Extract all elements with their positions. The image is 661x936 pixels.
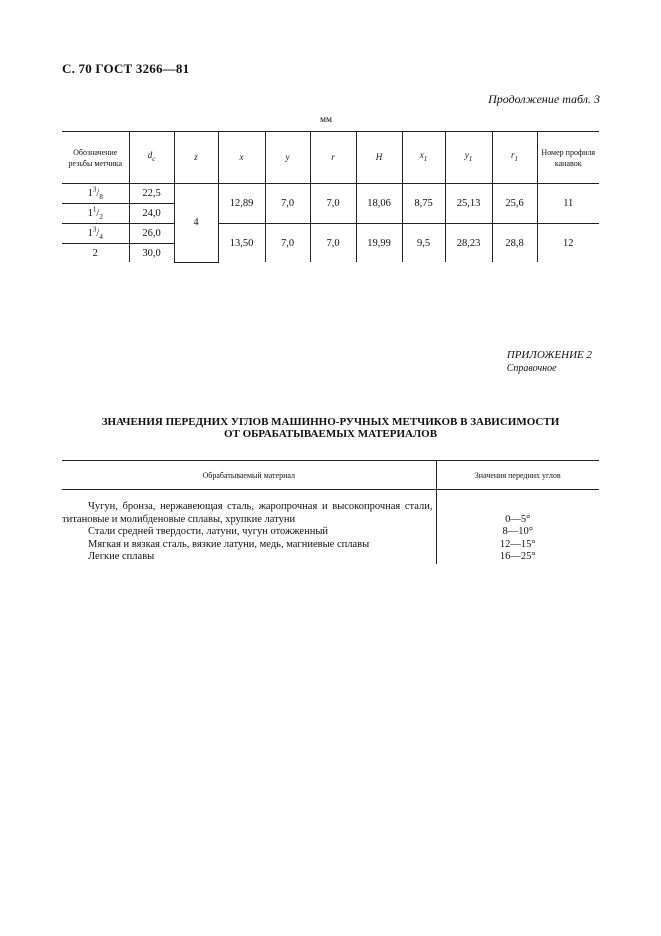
cell-material: Легкие сплавы <box>88 551 155 562</box>
header-y: y <box>265 132 310 184</box>
cell-dc: 22,5 <box>129 184 174 204</box>
cell-x: 12,89 <box>218 184 265 224</box>
header-H: H <box>356 132 402 184</box>
cell-angle: 8—10° <box>436 526 599 539</box>
cell-y: 7,0 <box>265 224 310 263</box>
table-row <box>62 224 599 244</box>
header-profile: Номер профиля канавок <box>537 132 599 184</box>
cell-profile: 12 <box>537 224 599 263</box>
cell-angle: 16—25° <box>436 551 599 564</box>
cell-designation: $1^1/_2$ <box>62 204 129 224</box>
cell-x: 13,50 <box>218 224 265 263</box>
cell-r: 7,0 <box>310 184 356 224</box>
cell-designation: $1^3/_4$ <box>62 224 129 244</box>
page-header: С. 70 ГОСТ 3266—81 <box>62 61 190 76</box>
cell-y1: 25,13 <box>445 184 492 224</box>
unit-label: мм <box>320 115 333 125</box>
header-material: Обрабатываемый материал <box>62 461 436 490</box>
table-row <box>62 184 599 204</box>
cell-H: 19,99 <box>356 224 402 263</box>
header-angles: Значения передних углов <box>436 461 599 490</box>
header-x1: $x_1$ <box>402 132 445 184</box>
cell-designation: $1^3/_8$ <box>62 184 129 204</box>
cell-material: Мягкая и вязкая сталь, вязкие латуни, медь, магниевые сплавы <box>88 538 370 550</box>
appendix-title <box>62 416 599 440</box>
cell-z: 4 <box>174 184 218 263</box>
cell-r1: 28,8 <box>492 224 537 263</box>
cell-y: 7,0 <box>265 184 310 224</box>
cell-r: 7,0 <box>310 224 356 263</box>
cell-H: 18,06 <box>356 184 402 224</box>
table-row <box>62 539 599 552</box>
cell-profile: 11 <box>537 184 599 224</box>
header-dc: $d_c$ <box>129 132 174 184</box>
header-r1: $r_1$ <box>492 132 537 184</box>
appendix-kind: Справочное <box>506 363 557 374</box>
cell-dc: 24,0 <box>129 204 174 224</box>
appendix-title-line-2: ОТ ОБРАБАТЫВАЕМЫХ МАТЕРИАЛОВ <box>223 428 438 440</box>
appendix-number: ПРИЛОЖЕНИЕ 2 <box>506 349 592 361</box>
table-header-row <box>62 132 599 184</box>
cell-x1: 8,75 <box>402 184 445 224</box>
table-row <box>62 526 599 539</box>
table-row <box>62 501 599 526</box>
header-y1: $y_1$ <box>445 132 492 184</box>
header-r: r <box>310 132 356 184</box>
cell-angle: 12—15° <box>436 539 599 552</box>
cell-material: Чугун, бронза, нержавеющая сталь, жаропрочная и высокопрочная стали, титановые и молибденовые сплавы, хрупкие латуни <box>62 501 433 525</box>
header-z: z <box>174 132 218 184</box>
appendix-label <box>507 349 592 374</box>
table-header-row <box>62 461 599 490</box>
cell-angle: 0—5° <box>436 501 599 526</box>
table-continuation-label: Продолжение табл. 3 <box>488 92 600 106</box>
cell-r1: 25,6 <box>492 184 537 224</box>
table-row <box>62 551 599 564</box>
cell-material: Стали средней твердости, латуни, чугун отожженный <box>88 526 328 537</box>
header-designation: Обозначение резьбы метчика <box>62 132 129 184</box>
cell-dc: 26,0 <box>129 224 174 244</box>
header-x: x <box>218 132 265 184</box>
cell-y1: 28,23 <box>445 224 492 263</box>
cell-dc: 30,0 <box>129 244 174 263</box>
appendix-title-line-1: ЗНАЧЕНИЯ ПЕРЕДНИХ УГЛОВ МАШИННО-РУЧНЫХ МЕТЧИКОВ В ЗАВИСИМОСТИ <box>101 416 560 428</box>
rake-angle-table <box>62 460 599 564</box>
cell-x1: 9,5 <box>402 224 445 263</box>
cell-designation: 2 <box>92 247 98 259</box>
table-3-continuation <box>62 131 599 263</box>
